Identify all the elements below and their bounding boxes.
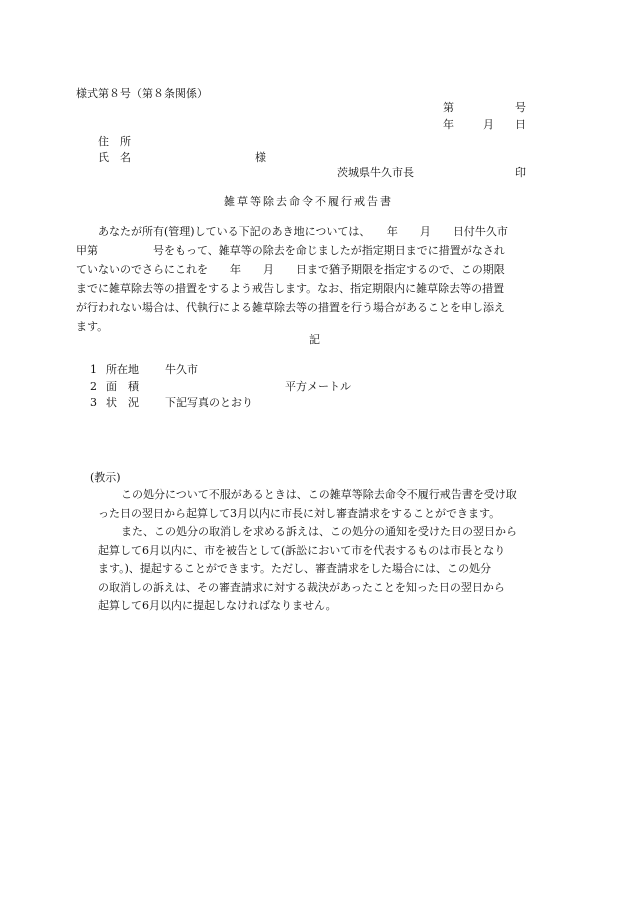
body-line: 甲第 号をもって、雑草等の除去を命じましたが指定期日までに措置がなされ xyxy=(76,244,505,257)
seal-mark: 印 xyxy=(515,166,526,179)
document-title: 雑草等除去命令不履行戒告書 xyxy=(224,195,393,208)
body-line: ていないのでさらにこれを 年 月 日まで猶予期限を指定するので、この期限 xyxy=(76,263,505,276)
issuer: 茨城県牛久市長 xyxy=(337,166,414,179)
item-label: 状 況 xyxy=(106,396,139,409)
item-number: 3 xyxy=(90,396,97,409)
item-row xyxy=(90,395,97,411)
item-value: 牛久市 xyxy=(165,363,198,376)
date-month: 月 xyxy=(483,118,494,131)
body-line: ます。 xyxy=(76,320,109,333)
honorific: 様 xyxy=(255,151,266,164)
notice-body xyxy=(98,486,554,616)
notice-line: ます。)、提起することができます。ただし、審査請求をした場合には、この処分 xyxy=(98,562,492,575)
item-label: 所在地 xyxy=(106,363,139,376)
ki-heading: 記 xyxy=(309,333,320,346)
address-label: 住 所 xyxy=(98,135,131,148)
date-year: 年 xyxy=(443,118,454,131)
notice-line: の取消しの訴えは、その審査請求に対する裁決があったことを知った日の翌日から xyxy=(98,580,505,594)
notice-line: また、この処分の取消しを求める訴えは、この処分の通知を受けた日の翌日から xyxy=(121,525,517,538)
form-number: 様式第８号（第８条関係） xyxy=(76,87,208,100)
body-line: が行われない場合は、代執行による雑草除去等の措置を行う場合があることを申し添え xyxy=(76,301,505,314)
notice-line: この処分について不服があるときは、この雑草等除去命令不履行戒告書を受け取 xyxy=(121,488,517,501)
notice-line: 起算して6月以内に、市を被告として(訴訟において市を代表するものは市長となり xyxy=(98,543,506,557)
doc-number-suffix: 号 xyxy=(515,101,526,114)
body-line: までに雑草除去等の措置をするよう戒告します。なお、指定期限内に雑草除去等の措置 xyxy=(76,282,505,295)
name-label: 氏 名 xyxy=(98,151,131,164)
notice-heading: (教示) xyxy=(90,471,121,484)
item-row xyxy=(90,362,97,378)
notice-line: 起算して6月以内に提起しなければなりません。 xyxy=(98,599,337,612)
body-paragraph xyxy=(76,222,554,336)
item-unit: 平方メートル xyxy=(285,380,351,393)
doc-number-prefix: 第 xyxy=(443,101,454,114)
item-row xyxy=(90,379,97,395)
item-value: 下記写真のとおり xyxy=(165,396,253,409)
item-number: 1 xyxy=(90,363,97,376)
notice-line: った日の翌日から起算して3月以内に市長に対し審査請求をすることができます。 xyxy=(98,506,501,520)
body-line: あなたが所有(管理)している下記のあき地については、 年 月 日付牛久市 xyxy=(98,225,508,238)
item-label: 面 積 xyxy=(106,380,139,393)
item-number: 2 xyxy=(90,380,97,393)
date-day: 日 xyxy=(515,118,526,131)
